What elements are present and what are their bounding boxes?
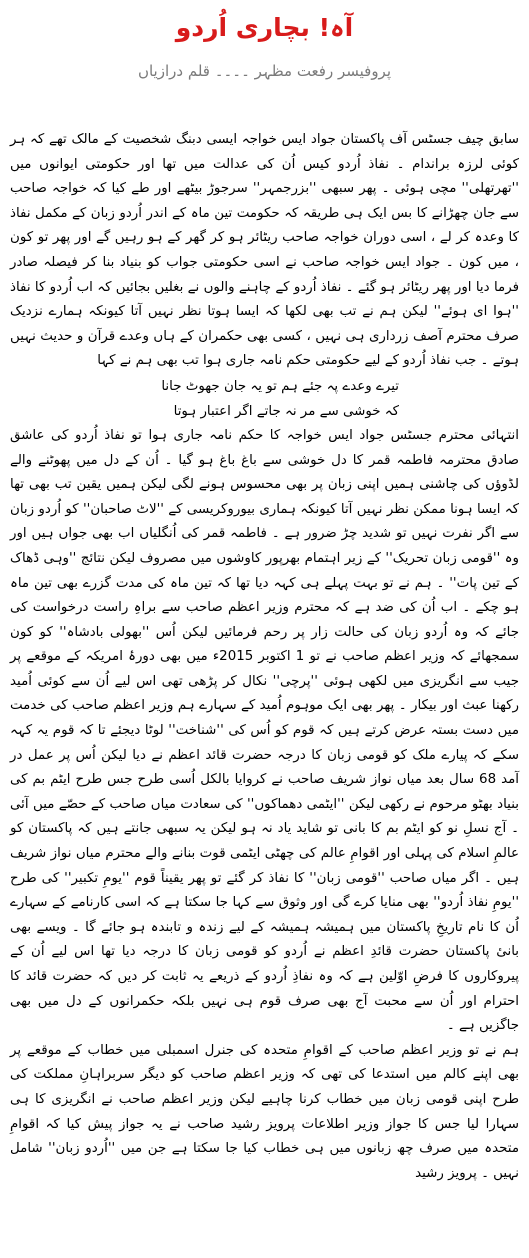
paragraph: انتہائی محترم جسٹس جواد ایس خواجہ کا حکم نامہ جاری ہوا تو نفاذ اُردو کی عاشق صادق محترمہ فاطمہ قمر کا دل خوشی سے باغ باغ ہو گیا ۔ اُن کے دل میں پھوٹنے والے لڈوؤں کی چاشنی ہمیں اپنی زبان پر بھی محسوس ہونے لگی لیکن ہمیں یقین تب بھی تھا کہ ایسا ہونا ممکن نظر نہیں آتا کیونکہ ہماری بیوروکریسی کے ''لاٹ صاحبان'' کو اُردو زبان سے اگر نفرت نہیں تو شدید چڑ ضرور ہے ۔ فاطمہ قمر کی اُنگلیاں اب بھی جواں ہیں اور وہ ''قومی زبان تحریک'' کے زیر اہتمام بھرپور کاوشوں میں مصروف لیکن نتائج ''وہی ڈھاک کے تین پات'' ۔ ہم نے تو بہت پہلے ہی کہہ دیا تھا کہ تین ماہ کی مدت گزرے بھی تین ماہ ہو چکے ۔ اب اُن کی ضد ہے کہ محترم وزیر اعظم صاحب سے براہِ راست درخواست کی جائے کہ وہ اُردو زبان کی حالت زار پر رحم فرمائیں لیکن اُس ''بھولی بادشاہ'' کو کون سمجھائے کہ وزیر اعظم صاحب نے تو 1 اکتوبر 2015ء میں بھی دورۂ امریکہ کے موقعے پر جیب سے انگریزی میں لکھی ہوئی ''پرچی'' نکال کر پڑھی تھی اس لیے اُن سے کوئی اُمید رکھنا عبث اور بیکار ۔ پھر بھی ایک موہوم اُمید کے سہارے ہم وزیر اعظم صاحب کی خدمت میں دست بستہ عرض کرتے ہیں کہ قوم کو اُس کی ''شناخت'' لوٹا دیجئے تا کہ قوم یہ کہہ سکے کہ پیارے ملک کو قومی زبان کا درجہ حضرت قائد اعظم نے دیا لیکن اُس پر عمل در آمد 68 سال بعد میاں نواز شریف صاحب نے کروایا بالکل اُسی طرح جس طرح ایٹم بم کی بنیاد بھٹو مرحوم نے رکھی لیکن ''ایٹمی دھماکوں'' کی سعادت میاں صاحب کے حصّے میں آئی ۔ آج نسلِ نو کو ایٹم بم کا بانی تو شاید یاد نہ ہو لیکن یہ سبھی جانتے ہیں کہ پاکستان کو عالمِ اسلام کی پہلی اور اقوامِ عالم کی چھٹی ایٹمی قوت بنانے والے محترم میاں نواز شریف ہیں ۔ اگر میاں صاحب ''قومی زبان'' کا نفاذ کر گئے تو پھر یقیناً قوم ''یومِ تکبیر'' کی طرح ''یومِ نفاذ اُردو'' بھی منایا کرے گی اور وثوق سے کہا جا سکتا ہے کہ اسی کارنامے کے سہارے اُن کا نام تاریخِ پاکستان میں ہمیشہ ہمیشہ کے لیے زندہ و تابندہ ہو جائے گا ۔ ویسے بھی بانیٔ پاکستان حضرت قائدِ اعظم نے اُردو کو قومی زبان کا درجہ دیا تھا اس لیے اُن کے پیروکاروں کا فرضِ اوّلین ہے کہ وہ نفاذِ اُردو کے ذریعے یہ ثابت کر دیں کہ حضرت قائد کا احترام اور اُن سے محبت آج بھی صرف قوم ہی نہیں بلکہ حکمرانوں کے دل میں بھی جاگزیں ہے ۔ (10, 427, 520, 1034)
verse-line: تیرے وعدے پہ جئے ہم تو یہ جان جھوٹ جانا (161, 378, 399, 394)
paragraph: سابق چیف جسٹس آف پاکستان جواد ایس خواجہ ایسی دبنگ شخصیت کے مالک تھے کہ ہر کوئی لرزہ براندام ۔ نفاذ اُردو کیس اُن کی عدالت میں تھا اور حکومتی ایوانوں میں ''تھرتھلی'' مچی ہوئی ۔ پھر سبھی ''بزرجمہر'' سرجوڑ بیٹھے اور طے کیا کہ خواجہ صاحب سے جان چھڑانے کا بس ایک ہی طریقہ کہ حکومت تین ماہ کے اندر اُردو زبان کے مکمل نفاذ کا وعدہ کر لے ، اسی دوران خواجہ صاحب ریٹائر ہو کر گھر کے ہو رہیں گے اور پھر تو کون ، میں کون ۔ جواد ایس خواجہ صاحب نے اسی حکومتی جواب کو بنیاد بنا کر فیصلہ صادر فرما دیا اور پھر ریٹائر ہو گئے ۔ نفاذ اُردو کے چاہنے والوں نے بغلیں بجائیں کہ اب اُردو کا نفاذ ''ہوا ای ہوئے'' لیکن ہم نے تب بھی لکھا کہ ایسا ہوتا نظر نہیں آتا کیونکہ ہمارے نزدیک صرف محترم آصف زرداری ہی نہیں ، کسی بھی حکمران کے ہاں وعدے قرآن و حدیث نہیں ہوتے ۔ جب نفاذ اُردو کے لیے حکومتی حکم نامہ جاری ہوا تب بھی ہم نے کہا (10, 132, 519, 369)
article-title: آہ! بچاری اُردو (175, 13, 354, 42)
paragraph: ہم نے تو وزیر اعظم صاحب کے اقوامِ متحدہ کی جنرل اسمبلی میں خطاب کے موقعے پر بھی اپنے کالم میں استدعا کی تھی کہ وزیر اعظم صاحب کو دیگر سربراہانِ مملکت کی طرح اپنی قومی زبان میں خطاب کرنا چاہیے لیکن وزیر اعظم صاحب نے انگریزی کا ہی سہارا لیا جس کا جواز وزیر اطلاعات پرویز رشید صاحب نے یہ جواز پیش کیا کہ اقوامِ متحدہ میں صرف چھ زبانوں میں ہی خطاب کیا جا سکتا ہے جن میں ''اُردو زبان'' شامل نہیں ۔ پرویز رشید (10, 1042, 519, 1181)
article-body (10, 128, 519, 1186)
verse-line: کہ خوشی سے مر نہ جاتے اگر اعتبار ہوتا (173, 403, 399, 419)
article-byline: پروفیسر رفعت مظہر ۔۔۔۔ قلم درازیاں (137, 62, 392, 80)
